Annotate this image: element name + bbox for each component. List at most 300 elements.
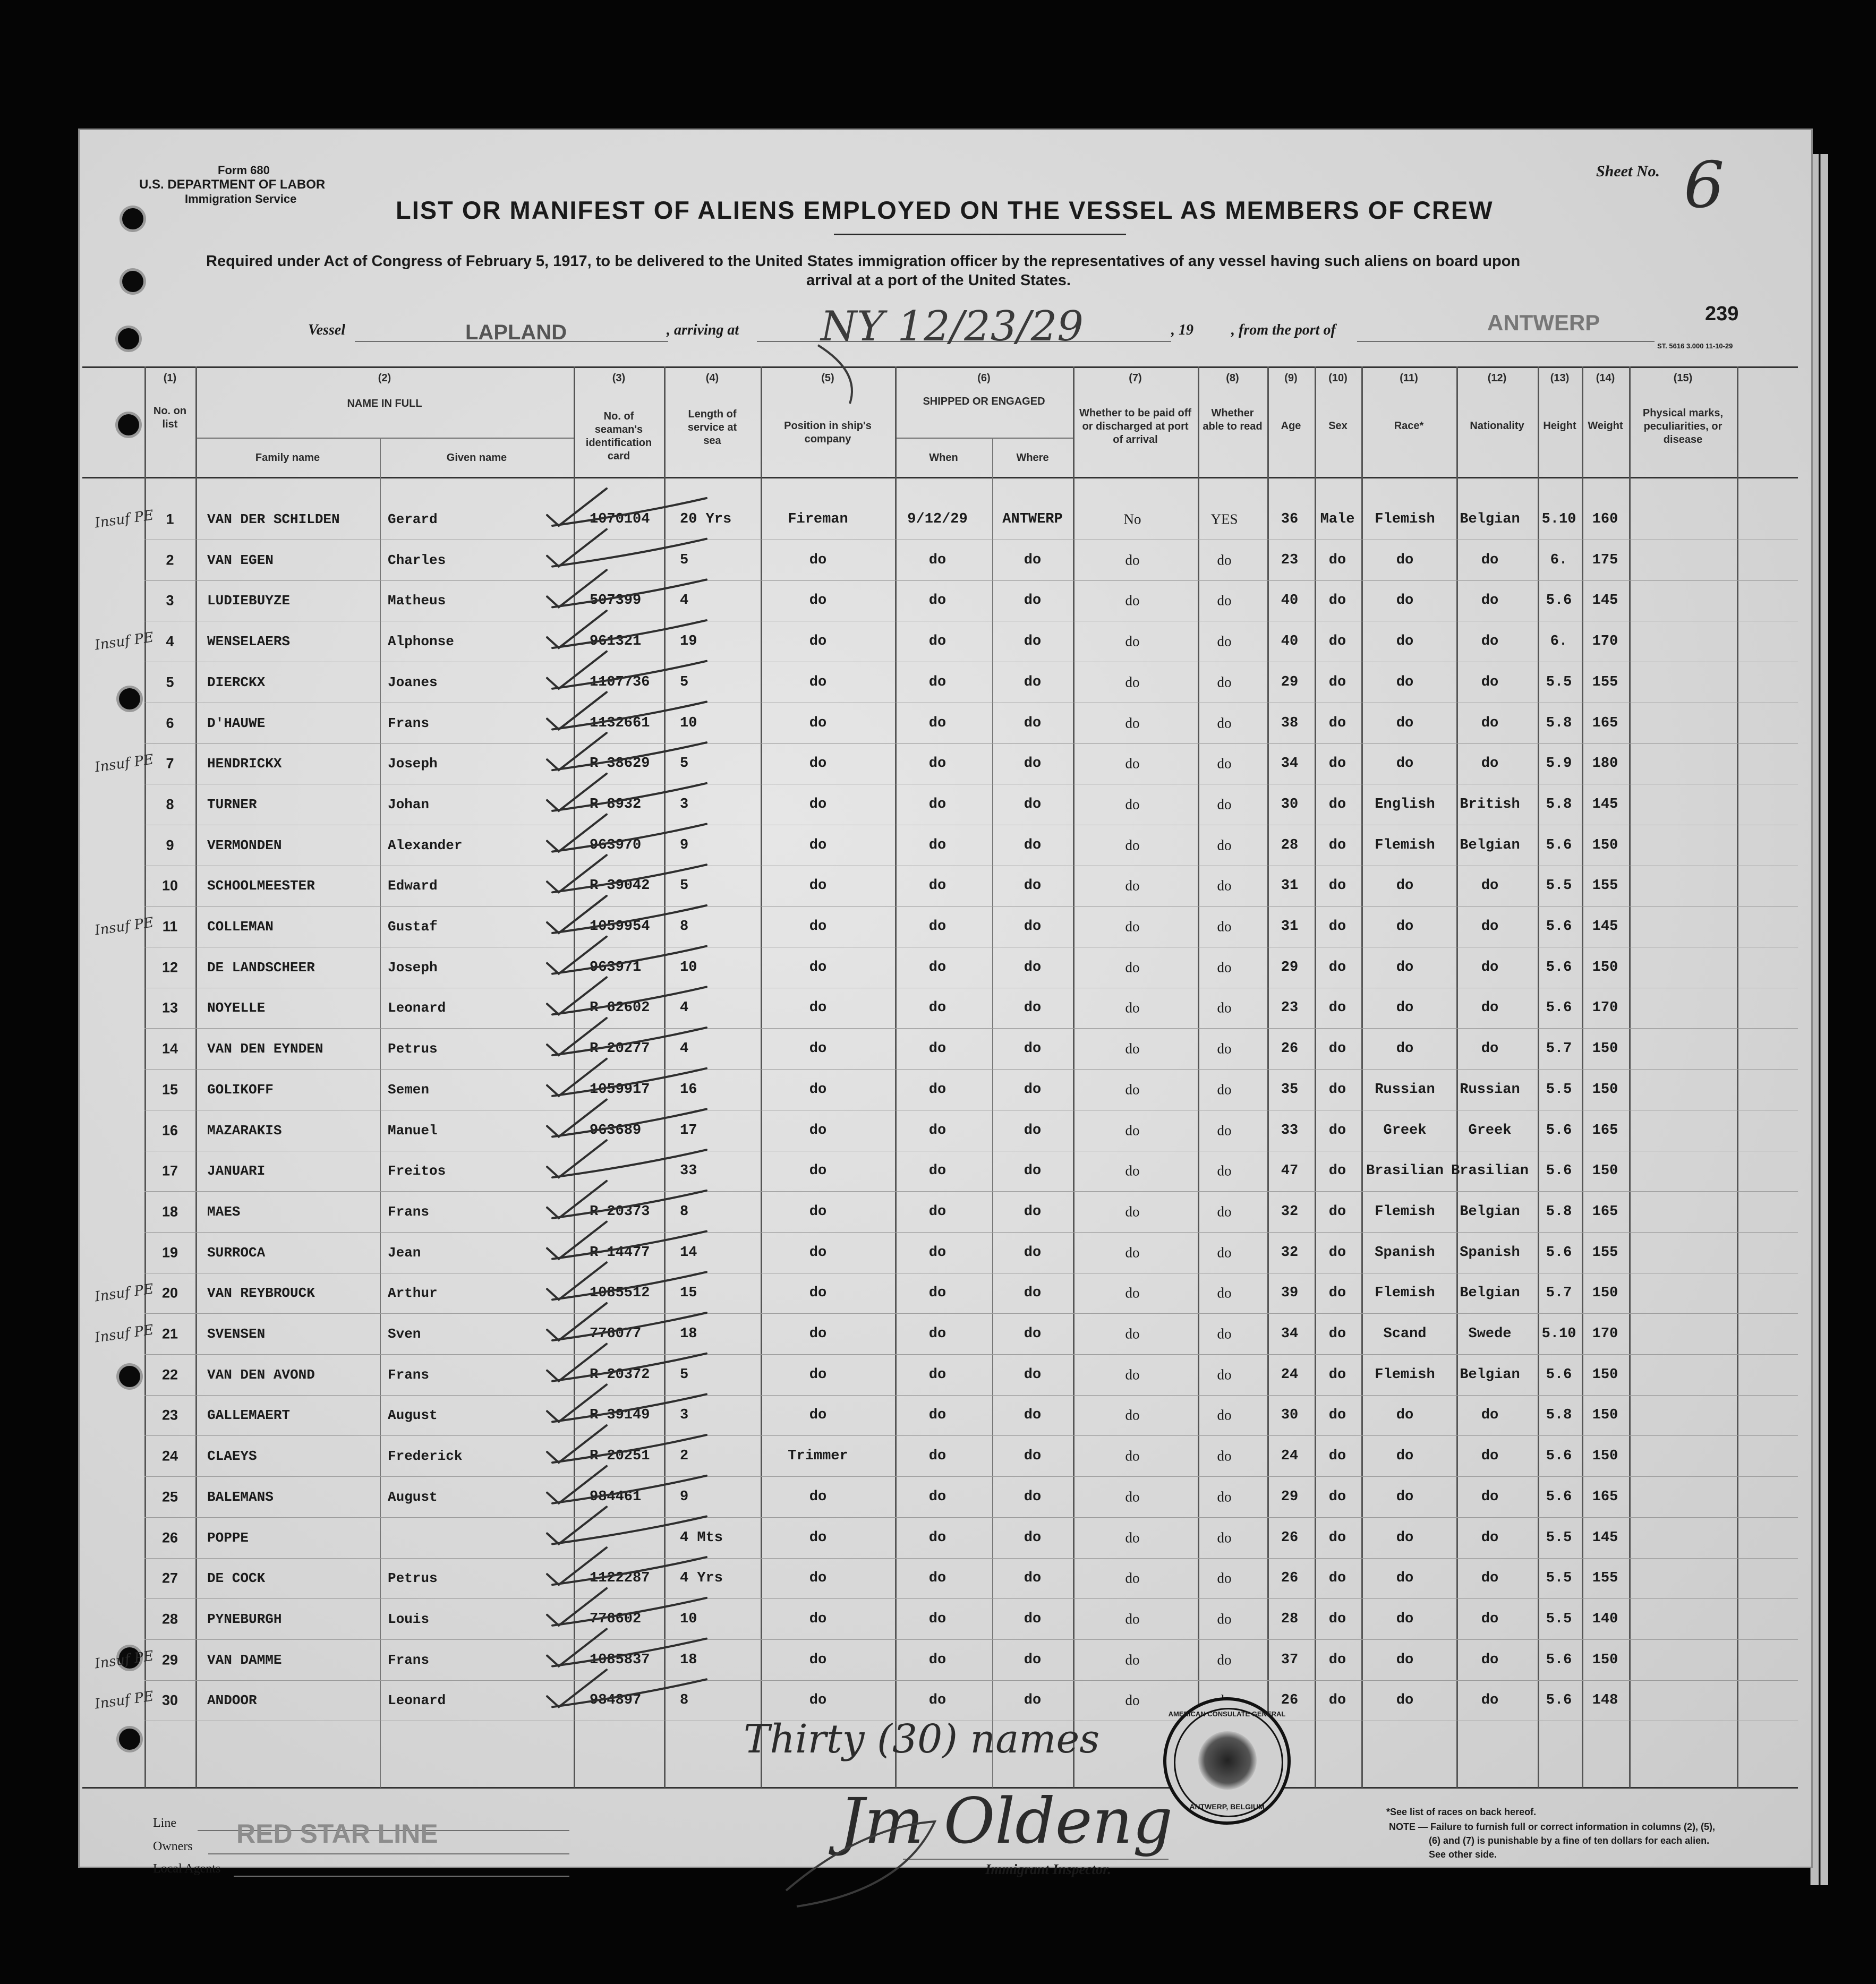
cell-position: do bbox=[809, 593, 827, 609]
cell-age: 26 bbox=[1281, 1570, 1299, 1587]
col-7-number: (7) bbox=[1129, 372, 1142, 384]
cell-where: do bbox=[1024, 1000, 1042, 1016]
cell-race: do bbox=[1396, 715, 1414, 731]
cell-sex: do bbox=[1328, 1244, 1346, 1261]
cell-race: do bbox=[1396, 634, 1414, 650]
cell-card: R 14477 bbox=[590, 1244, 650, 1261]
cell-where: do bbox=[1024, 1203, 1042, 1220]
cell-service: 9 bbox=[680, 1489, 689, 1505]
col-divider bbox=[895, 366, 897, 1788]
department: U.S. DEPARTMENT OF LABOR bbox=[139, 177, 326, 192]
cell-paid: do bbox=[1125, 1611, 1140, 1627]
cell-nationality: do bbox=[1481, 634, 1499, 650]
cell-given: Charles bbox=[388, 552, 446, 568]
row-rule bbox=[144, 1476, 1798, 1477]
col-divider bbox=[1361, 366, 1363, 1788]
col-2-number: (2) bbox=[378, 372, 391, 384]
cell-read: do bbox=[1217, 1489, 1232, 1505]
cell-read: do bbox=[1217, 633, 1232, 649]
cell-sex: do bbox=[1328, 1285, 1346, 1302]
cell-height: 5.10 bbox=[1541, 511, 1576, 527]
cell-height: 5.6 bbox=[1546, 837, 1572, 853]
cell-weight: 170 bbox=[1592, 1000, 1618, 1016]
row-rule bbox=[144, 1680, 1798, 1681]
cell-family: TURNER bbox=[207, 796, 257, 813]
cell-read: do bbox=[1217, 796, 1232, 813]
cell-when: do bbox=[928, 837, 946, 853]
col-2b-header: Given name bbox=[446, 452, 507, 464]
cell-read: do bbox=[1217, 1244, 1232, 1261]
row-rule bbox=[144, 1639, 1798, 1640]
cell-service: 17 bbox=[680, 1122, 697, 1139]
cell-nationality: Spanish bbox=[1460, 1244, 1520, 1261]
cell-when: do bbox=[928, 1652, 946, 1668]
cell-card: 776077 bbox=[590, 1326, 642, 1342]
cell-nationality: do bbox=[1481, 715, 1499, 731]
col-6-number: (6) bbox=[977, 372, 991, 384]
cell-given: Frans bbox=[388, 715, 430, 731]
cell-family: VAN EGEN bbox=[207, 552, 274, 568]
cell-weight: 150 bbox=[1592, 1081, 1618, 1098]
cell-read: do bbox=[1217, 674, 1232, 690]
cell-where: do bbox=[1024, 1122, 1042, 1139]
cell-nationality: do bbox=[1481, 1448, 1499, 1465]
cell-given: Edward bbox=[388, 878, 438, 894]
col-14-header: Weight bbox=[1588, 420, 1623, 432]
cell-weight: 150 bbox=[1592, 1652, 1618, 1668]
year-label: , 19 bbox=[1171, 322, 1193, 338]
cell-family: VAN DAMME bbox=[207, 1652, 282, 1668]
cell-height: 5.6 bbox=[1546, 919, 1572, 935]
cell-weight: 155 bbox=[1592, 878, 1618, 894]
row-rule bbox=[144, 1598, 1798, 1599]
col-divider bbox=[1629, 366, 1631, 1788]
cell-height: 5.6 bbox=[1546, 1163, 1572, 1179]
cell-where: do bbox=[1024, 1407, 1042, 1424]
cell-given: Johan bbox=[388, 796, 430, 813]
cell-service: 4 Mts bbox=[680, 1529, 723, 1546]
note-line-2: (6) and (7) is punishable by a fine of ten dollars for each alien. bbox=[1429, 1835, 1710, 1846]
cell-paid: do bbox=[1125, 1366, 1140, 1383]
cell-no: 5 bbox=[166, 674, 174, 690]
cell-nationality: do bbox=[1481, 1489, 1499, 1505]
cell-sex: do bbox=[1328, 959, 1346, 976]
consulate-seal bbox=[1163, 1697, 1291, 1825]
cell-when: do bbox=[928, 1122, 946, 1139]
cell-no: 3 bbox=[166, 592, 174, 609]
owners-label: Owners bbox=[153, 1840, 193, 1853]
line-label: Line bbox=[153, 1816, 176, 1830]
cell-age: 23 bbox=[1281, 1000, 1299, 1016]
cell-when: do bbox=[928, 1244, 946, 1261]
cell-family: VAN DEN EYNDEN bbox=[207, 1041, 323, 1057]
cell-sex: do bbox=[1328, 1366, 1346, 1383]
cell-nationality: do bbox=[1481, 1529, 1499, 1546]
col-4-header: Length of service at sea bbox=[687, 408, 737, 447]
cell-read: do bbox=[1217, 755, 1232, 772]
cell-where: do bbox=[1024, 756, 1042, 772]
cell-read: do bbox=[1217, 1203, 1232, 1220]
cell-position: do bbox=[809, 878, 827, 894]
cell-card: R 20373 bbox=[590, 1203, 650, 1220]
cell-no: 1 bbox=[166, 511, 174, 527]
col-8-header: Whether able to read bbox=[1203, 407, 1263, 432]
cell-race: Flemish bbox=[1375, 1285, 1435, 1302]
total-names: Thirty (30) names bbox=[744, 1716, 1100, 1762]
cell-given: Leonard bbox=[388, 1000, 446, 1016]
cell-paid: do bbox=[1125, 1325, 1140, 1342]
cell-race: do bbox=[1396, 552, 1414, 568]
vessel-name: LAPLAND bbox=[465, 321, 567, 344]
cell-position: do bbox=[809, 1203, 827, 1220]
cell-family: LUDIEBUYZE bbox=[207, 593, 291, 609]
table-header-rule bbox=[82, 477, 1798, 478]
cell-height: 5.10 bbox=[1541, 1326, 1576, 1342]
cell-card: 1085512 bbox=[590, 1285, 650, 1302]
cell-age: 34 bbox=[1281, 756, 1299, 772]
cell-height: 5.8 bbox=[1546, 1407, 1572, 1424]
inspector-label: Immigrant Inspector. bbox=[985, 1861, 1112, 1877]
cell-service: 15 bbox=[680, 1285, 697, 1302]
cell-service: 5 bbox=[680, 552, 689, 568]
margin-annotation: Insuf PE bbox=[93, 1647, 155, 1672]
cell-no: 19 bbox=[161, 1244, 178, 1261]
col-6b-header: Where bbox=[1016, 452, 1049, 464]
cell-paid: do bbox=[1125, 1285, 1140, 1301]
table-top-rule bbox=[82, 366, 1798, 368]
cell-where: ANTWERP bbox=[1002, 511, 1063, 527]
seal-text-top: AMERICAN CONSULATE GENERAL bbox=[1168, 1710, 1286, 1718]
cell-age: 40 bbox=[1281, 593, 1299, 609]
cell-nationality: do bbox=[1481, 1611, 1499, 1627]
cell-family: PYNEBURGH bbox=[207, 1611, 282, 1627]
cell-when: do bbox=[928, 1163, 946, 1179]
cell-where: do bbox=[1024, 959, 1042, 976]
cell-when: 9/12/29 bbox=[907, 511, 968, 527]
cell-age: 32 bbox=[1281, 1244, 1299, 1261]
cell-weight: 145 bbox=[1592, 593, 1618, 609]
paper-edge-1 bbox=[1810, 154, 1819, 1885]
col-9-header: Age bbox=[1281, 420, 1301, 432]
cell-card: R 62602 bbox=[590, 1000, 650, 1016]
cell-race: Flemish bbox=[1375, 837, 1435, 853]
cell-weight: 145 bbox=[1592, 919, 1618, 935]
cell-race: Russian bbox=[1375, 1081, 1435, 1098]
cell-weight: 165 bbox=[1592, 715, 1618, 731]
cell-race: do bbox=[1396, 1692, 1414, 1709]
cell-card: 1107736 bbox=[590, 674, 650, 690]
cell-age: 29 bbox=[1281, 1489, 1299, 1505]
printer-code: ST. 5616 3.000 11-10-29 bbox=[1657, 342, 1733, 350]
cell-card: 963970 bbox=[590, 837, 642, 853]
cell-card: R 39042 bbox=[590, 878, 650, 894]
cell-given: Frederick bbox=[388, 1448, 463, 1465]
cell-no: 18 bbox=[161, 1203, 178, 1220]
cell-age: 40 bbox=[1281, 634, 1299, 650]
cell-card: 1070104 bbox=[590, 511, 650, 527]
row-rule bbox=[144, 580, 1798, 581]
cell-where: do bbox=[1024, 1326, 1042, 1342]
cell-sex: do bbox=[1328, 878, 1346, 894]
cell-race: Greek bbox=[1383, 1122, 1427, 1139]
cell-service: 4 bbox=[680, 593, 689, 609]
cell-family: CLAEYS bbox=[207, 1448, 257, 1465]
cell-race: do bbox=[1396, 1529, 1414, 1546]
cell-card: 984461 bbox=[590, 1489, 642, 1505]
cell-no: 21 bbox=[161, 1325, 178, 1342]
cell-paid: do bbox=[1125, 999, 1140, 1016]
cell-position: do bbox=[809, 837, 827, 853]
inspector-signature: Jm Oldeng bbox=[839, 1784, 1173, 1858]
cell-where: do bbox=[1024, 1163, 1042, 1179]
col-14-number: (14) bbox=[1596, 372, 1615, 384]
cell-paid: do bbox=[1125, 1692, 1140, 1708]
cell-nationality: Belgian bbox=[1460, 1285, 1520, 1302]
col-13-header: Height bbox=[1543, 420, 1576, 432]
cell-given: Gustaf bbox=[388, 919, 438, 935]
cell-sex: do bbox=[1328, 1611, 1346, 1627]
agents-label: Local Agents bbox=[153, 1862, 221, 1876]
cell-read: do bbox=[1217, 1325, 1232, 1342]
cell-weight: 150 bbox=[1592, 837, 1618, 853]
cell-nationality: do bbox=[1481, 959, 1499, 976]
cell-race: do bbox=[1396, 1489, 1414, 1505]
col-11-number: (11) bbox=[1400, 372, 1418, 384]
cell-paid: do bbox=[1125, 674, 1140, 690]
cell-height: 5.8 bbox=[1546, 796, 1572, 813]
cell-given: Petrus bbox=[388, 1570, 438, 1587]
col-5-number: (5) bbox=[821, 372, 834, 384]
punch-hole bbox=[119, 688, 140, 709]
cell-height: 5.5 bbox=[1546, 1570, 1572, 1587]
cell-paid: No bbox=[1123, 511, 1141, 527]
cell-height: 5.6 bbox=[1546, 1448, 1572, 1465]
subtitle-line1: Required under Act of Congress of February 5, 1917, to be delivered to the United States immigration officer by the representatives of any vessel having such aliens on board upon bbox=[206, 253, 1521, 270]
cell-read: do bbox=[1217, 715, 1232, 731]
cell-weight: 150 bbox=[1592, 1407, 1618, 1424]
cell-where: do bbox=[1024, 1041, 1042, 1057]
cell-nationality: Swede bbox=[1468, 1326, 1512, 1342]
cell-family: VAN REYBROUCK bbox=[207, 1285, 315, 1302]
shipped-header-divider bbox=[895, 438, 1073, 439]
cell-weight: 150 bbox=[1592, 1285, 1618, 1302]
cell-position: do bbox=[809, 1244, 827, 1261]
cell-race: Scand bbox=[1383, 1326, 1427, 1342]
cell-paid: do bbox=[1125, 918, 1140, 935]
cell-race: Flemish bbox=[1375, 1366, 1435, 1383]
cell-race: do bbox=[1396, 674, 1414, 690]
punch-hole bbox=[122, 271, 143, 292]
punch-hole bbox=[118, 328, 139, 349]
cell-weight: 175 bbox=[1592, 552, 1618, 568]
cell-sex: do bbox=[1328, 796, 1346, 813]
cell-race: do bbox=[1396, 1041, 1414, 1057]
row-rule bbox=[144, 1395, 1798, 1396]
cell-read: do bbox=[1217, 1366, 1232, 1383]
cell-height: 5.6 bbox=[1546, 1244, 1572, 1261]
cell-sex: do bbox=[1328, 1163, 1346, 1179]
cell-nationality: do bbox=[1481, 1692, 1499, 1709]
cell-family: MAES bbox=[207, 1203, 241, 1220]
cell-when: do bbox=[928, 1081, 946, 1098]
cell-height: 5.6 bbox=[1546, 593, 1572, 609]
cell-paid: do bbox=[1125, 715, 1140, 731]
cell-family: BALEMANS bbox=[207, 1489, 274, 1505]
cell-family: GALLEMAERT bbox=[207, 1407, 291, 1424]
cell-when: do bbox=[928, 878, 946, 894]
cell-card: 963971 bbox=[590, 959, 642, 976]
seal-text-bottom: ANTWERP, BELGIUM bbox=[1189, 1802, 1265, 1811]
cell-paid: do bbox=[1125, 1162, 1140, 1179]
cell-service: 2 bbox=[680, 1448, 689, 1465]
cell-age: 30 bbox=[1281, 796, 1299, 813]
cell-no: 29 bbox=[161, 1652, 178, 1668]
cell-given: Manuel bbox=[388, 1122, 438, 1139]
cell-no: 16 bbox=[161, 1122, 178, 1138]
manifest-sheet bbox=[80, 130, 1811, 1867]
cell-sex: do bbox=[1328, 1570, 1346, 1587]
cell-no: 12 bbox=[161, 959, 178, 976]
cell-position: do bbox=[809, 1407, 827, 1424]
cell-position: do bbox=[809, 1326, 827, 1342]
cell-where: do bbox=[1024, 1081, 1042, 1098]
cell-race: Flemish bbox=[1375, 511, 1435, 527]
cell-given: Gerard bbox=[388, 511, 438, 527]
cell-where: do bbox=[1024, 1366, 1042, 1383]
cell-age: 29 bbox=[1281, 959, 1299, 976]
cell-family: SCHOOLMEESTER bbox=[207, 878, 315, 894]
sheet-label: Sheet No. bbox=[1596, 163, 1660, 180]
cell-nationality: Greek bbox=[1468, 1122, 1512, 1139]
punch-hole bbox=[118, 414, 139, 435]
cell-when: do bbox=[928, 919, 946, 935]
cell-no: 14 bbox=[161, 1040, 178, 1057]
cell-height: 5.8 bbox=[1546, 1203, 1572, 1220]
cell-race: do bbox=[1396, 1611, 1414, 1627]
cell-paid: do bbox=[1125, 755, 1140, 772]
col-divider bbox=[761, 366, 762, 1788]
cell-service: 18 bbox=[680, 1652, 697, 1668]
row-rule bbox=[144, 1191, 1798, 1192]
cell-weight: 145 bbox=[1592, 796, 1618, 813]
col-13-number: (13) bbox=[1550, 372, 1570, 384]
cell-age: 28 bbox=[1281, 1611, 1299, 1627]
cell-service: 8 bbox=[680, 919, 689, 935]
cell-age: 39 bbox=[1281, 1285, 1299, 1302]
arriving-value: NY 12/23/29 bbox=[821, 303, 1084, 350]
cell-when: do bbox=[928, 1489, 946, 1505]
cell-family: ANDOOR bbox=[207, 1692, 257, 1709]
cell-age: 26 bbox=[1281, 1692, 1299, 1709]
cell-position: do bbox=[809, 1611, 827, 1627]
cell-when: do bbox=[928, 674, 946, 690]
cell-race: English bbox=[1375, 796, 1435, 813]
cell-given: Leonard bbox=[388, 1692, 446, 1709]
cell-when: do bbox=[928, 1326, 946, 1342]
cell-service: 5 bbox=[680, 1366, 689, 1383]
cell-nationality: Belgian bbox=[1460, 511, 1520, 527]
row-rule bbox=[144, 1517, 1798, 1518]
cell-no: 20 bbox=[161, 1285, 178, 1301]
stamp-number: 239 bbox=[1705, 303, 1739, 325]
cell-service: 10 bbox=[680, 959, 697, 976]
cell-read: do bbox=[1217, 1162, 1232, 1179]
cell-no: 4 bbox=[166, 633, 174, 649]
cell-no: 8 bbox=[166, 796, 174, 813]
cell-card: 963689 bbox=[590, 1122, 642, 1139]
cell-family: VERMONDEN bbox=[207, 837, 282, 853]
cell-card: 1059954 bbox=[590, 919, 650, 935]
cell-race: do bbox=[1396, 1448, 1414, 1465]
col-divider bbox=[1456, 366, 1458, 1788]
cell-given: Frans bbox=[388, 1203, 430, 1220]
cell-card: 1085837 bbox=[590, 1652, 650, 1668]
cell-service: 10 bbox=[680, 1611, 697, 1627]
cell-where: do bbox=[1024, 1611, 1042, 1627]
cell-height: 5.9 bbox=[1546, 756, 1572, 772]
cell-nationality: do bbox=[1481, 1652, 1499, 1668]
cell-age: 36 bbox=[1281, 511, 1299, 527]
col-3-number: (3) bbox=[612, 372, 626, 384]
cell-position: do bbox=[809, 1489, 827, 1505]
cell-card: 1132661 bbox=[590, 715, 650, 731]
cell-position: do bbox=[809, 552, 827, 568]
cell-sex: do bbox=[1328, 674, 1346, 690]
cell-when: do bbox=[928, 1448, 946, 1465]
cell-paid: do bbox=[1125, 1040, 1140, 1057]
cell-age: 23 bbox=[1281, 552, 1299, 568]
cell-when: do bbox=[928, 959, 946, 976]
cell-service: 8 bbox=[680, 1692, 689, 1709]
cell-sex: do bbox=[1328, 1489, 1346, 1505]
cell-sex: do bbox=[1328, 919, 1346, 935]
cell-height: 5.5 bbox=[1546, 1529, 1572, 1546]
cell-nationality: Belgian bbox=[1460, 837, 1520, 853]
cell-card: R 20277 bbox=[590, 1041, 650, 1057]
cell-read: do bbox=[1217, 1285, 1232, 1301]
cell-race: do bbox=[1396, 878, 1414, 894]
cell-no: 15 bbox=[161, 1081, 178, 1098]
cell-read: do bbox=[1217, 592, 1232, 609]
cell-nationality: do bbox=[1481, 1000, 1499, 1016]
cell-given: Alphonse bbox=[388, 634, 454, 650]
col-divider bbox=[1538, 366, 1539, 1788]
col-10-header: Sex bbox=[1328, 420, 1348, 432]
punch-hole bbox=[119, 1366, 140, 1387]
cell-position: do bbox=[809, 796, 827, 813]
cell-paid: do bbox=[1125, 877, 1140, 894]
cell-where: do bbox=[1024, 796, 1042, 813]
cell-where: do bbox=[1024, 1244, 1042, 1261]
cell-no: 6 bbox=[166, 715, 174, 731]
cell-weight: 165 bbox=[1592, 1122, 1618, 1139]
paper-edge-2 bbox=[1820, 154, 1828, 1885]
cell-read: do bbox=[1217, 1529, 1232, 1545]
col-divider bbox=[574, 366, 575, 1788]
note-line-1: NOTE — Failure to furnish full or correct information in columns (2), (5), bbox=[1389, 1821, 1716, 1832]
cell-height: 5.8 bbox=[1546, 715, 1572, 731]
cell-service: 33 bbox=[680, 1163, 697, 1179]
cell-where: do bbox=[1024, 715, 1042, 731]
cell-family: POPPE bbox=[207, 1529, 249, 1546]
cell-paid: do bbox=[1125, 592, 1140, 609]
page-title: LIST OR MANIFEST OF ALIENS EMPLOYED ON THE VESSEL AS MEMBERS OF CREW bbox=[396, 196, 1494, 224]
cell-race: do bbox=[1396, 593, 1414, 609]
cell-card: R 39149 bbox=[590, 1407, 650, 1424]
cell-read: do bbox=[1217, 1081, 1232, 1098]
cell-nationality: do bbox=[1481, 919, 1499, 935]
cell-race: do bbox=[1396, 1407, 1414, 1424]
